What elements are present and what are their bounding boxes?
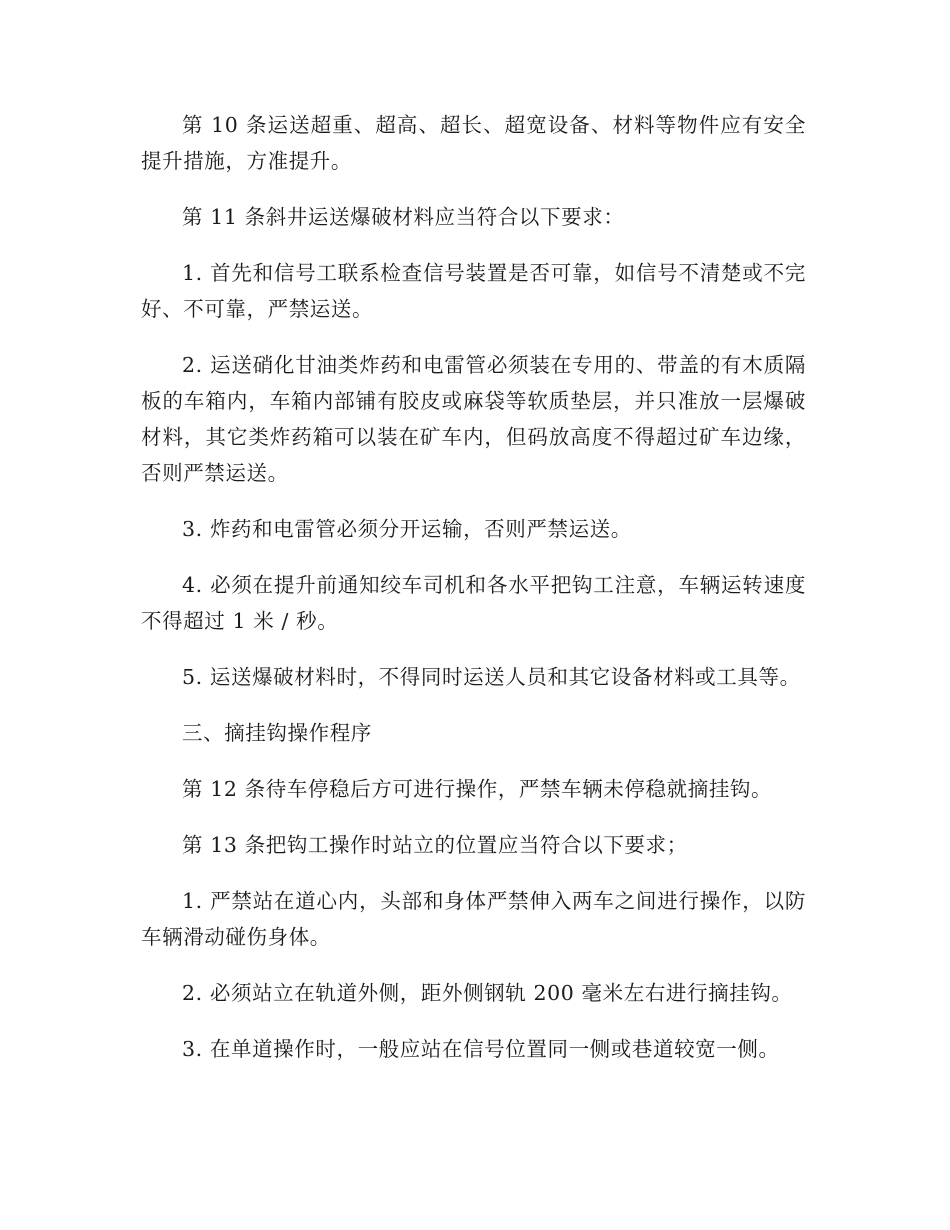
paragraph-item-3: 3. 在单道操作时，一般应站在信号位置同一侧或巷道较宽一侧。 bbox=[182, 1037, 780, 1061]
paragraph-item-2: 2. 必须站立在轨道外侧，距外侧钢轨 200 毫米左右进行摘挂钩。 bbox=[182, 981, 793, 1005]
paragraph-article-11: 第 11 条斜井运送爆破材料应当符合以下要求： bbox=[182, 205, 625, 229]
paragraph-item-5: 5. 运送爆破材料时，不得同时运送人员和其它设备材料或工具等。 bbox=[182, 665, 801, 689]
section-heading: 三、摘挂钩操作程序 bbox=[182, 721, 372, 745]
paragraph-article-12: 第 12 条待车停稳后方可进行操作，严禁车辆未停稳就摘挂钩。 bbox=[182, 777, 773, 801]
paragraph-item-1: 1. 严禁站在道心内，头部和身体严禁伸入两车之间进行操作，以防车辆滑动碰伤身体。 bbox=[141, 889, 806, 949]
paragraph-item-1: 1. 首先和信号工联系检查信号装置是否可靠，如信号不清楚或不完好、不可靠，严禁运送。 bbox=[141, 261, 806, 321]
document-body bbox=[141, 107, 806, 1087]
paragraph-item-3: 3. 炸药和电雷管必须分开运输，否则严禁运送。 bbox=[182, 517, 632, 541]
paragraph-article-10: 第 10 条运送超重、超高、超长、超宽设备、材料等物件应有安全提升措施，方准提升。 bbox=[141, 113, 806, 173]
paragraph-item-4: 4. 必须在提升前通知绞车司机和各水平把钩工注意，车辆运转速度不得超过 1 米 / 秒。 bbox=[141, 573, 806, 633]
paragraph-article-13: 第 13 条把钩工操作时站立的位置应当符合以下要求； bbox=[182, 833, 688, 857]
paragraph-item-2: 2. 运送硝化甘油类炸药和电雷管必须装在专用的、带盖的有木质隔板的车箱内，车箱内部铺有胶皮或麻袋等软质垫层，并只准放一层爆破材料，其它类炸药箱可以装在矿车内，但码放高度不得超过矿车边缘，否则严禁运送。 bbox=[141, 353, 806, 485]
